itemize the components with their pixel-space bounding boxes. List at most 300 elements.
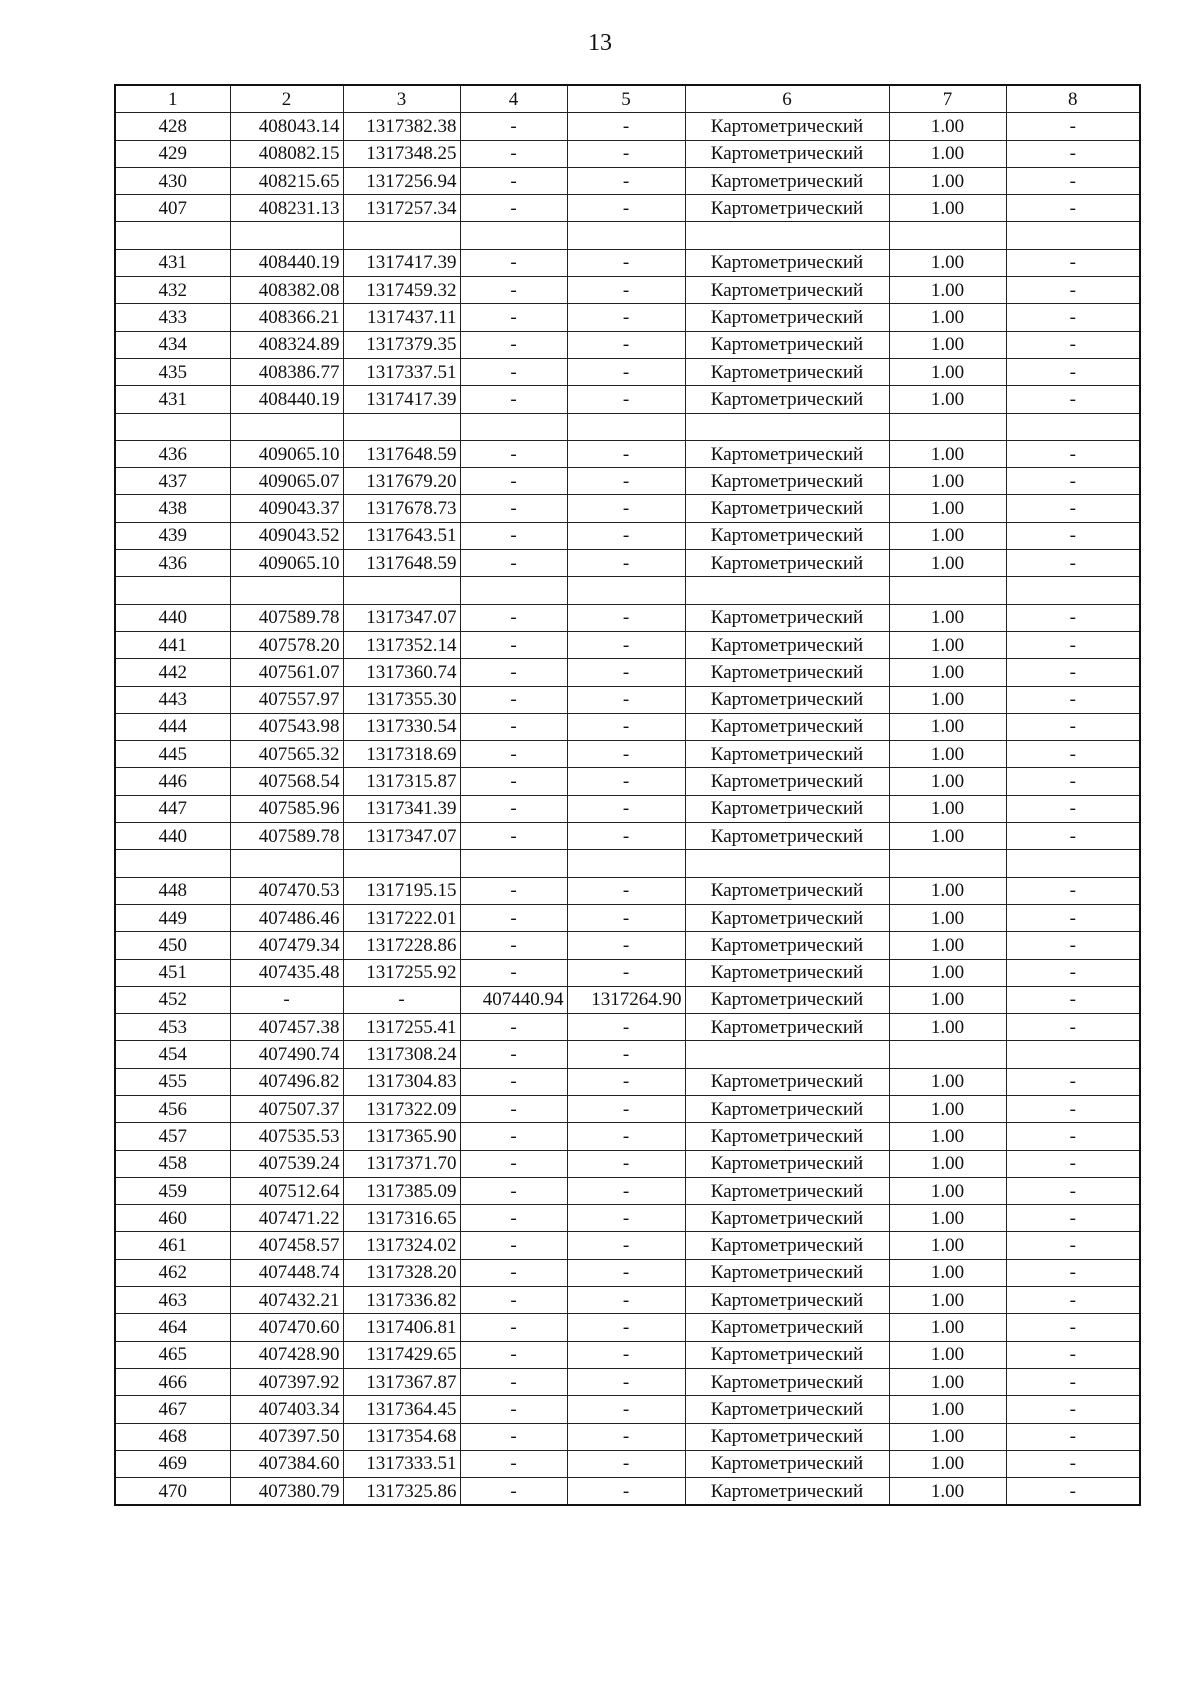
- table-cell: -: [567, 1314, 685, 1341]
- table-cell: Картометрический: [685, 1450, 889, 1477]
- table-cell: -: [567, 522, 685, 549]
- table-cell: 407565.32: [230, 741, 343, 768]
- table-cell: Картометрический: [685, 631, 889, 658]
- table-cell: [460, 413, 567, 440]
- table-cell: 441: [115, 631, 230, 658]
- table-cell: Картометрический: [685, 741, 889, 768]
- table-cell: 1.00: [889, 1232, 1006, 1259]
- table-cell: [567, 577, 685, 604]
- table-body: [115, 113, 1140, 1506]
- table-row: [115, 1014, 1140, 1041]
- table-cell: -: [567, 1205, 685, 1232]
- table-cell: 408386.77: [230, 358, 343, 385]
- table-cell: 470: [115, 1478, 230, 1506]
- table-cell: 432: [115, 277, 230, 304]
- table-cell: 409065.07: [230, 468, 343, 495]
- table-cell: -: [567, 440, 685, 467]
- table-cell: -: [1006, 468, 1140, 495]
- table-cell: [1006, 577, 1140, 604]
- table-cell: 409043.37: [230, 495, 343, 522]
- table-cell: 407457.38: [230, 1014, 343, 1041]
- table-cell: -: [460, 277, 567, 304]
- table-cell: -: [1006, 986, 1140, 1013]
- table-row: [115, 167, 1140, 194]
- table-cell: 438: [115, 495, 230, 522]
- table-cell: -: [567, 959, 685, 986]
- table-cell: -: [460, 659, 567, 686]
- table-cell: -: [567, 113, 685, 140]
- table-cell: Картометрический: [685, 986, 889, 1013]
- table-cell: 1317678.73: [343, 495, 460, 522]
- column-header: 3: [343, 85, 460, 113]
- table-cell: -: [567, 195, 685, 222]
- table-cell: -: [1006, 1450, 1140, 1477]
- table-cell: [567, 413, 685, 440]
- table-cell: 1.00: [889, 659, 1006, 686]
- table-cell: 407557.97: [230, 686, 343, 713]
- table-cell: 1.00: [889, 167, 1006, 194]
- table-cell: -: [567, 386, 685, 413]
- table-row: [115, 358, 1140, 385]
- table-cell: [115, 413, 230, 440]
- table-cell: -: [460, 1232, 567, 1259]
- table-cell: -: [460, 249, 567, 276]
- table-cell: [685, 850, 889, 877]
- table-cell: 1317643.51: [343, 522, 460, 549]
- table-cell: 1.00: [889, 522, 1006, 549]
- table-cell: 1317360.74: [343, 659, 460, 686]
- table-cell: 1.00: [889, 1014, 1006, 1041]
- table-cell: 1.00: [889, 440, 1006, 467]
- table-cell: 1317330.54: [343, 713, 460, 740]
- table-cell: Картометрический: [685, 440, 889, 467]
- table-cell: [685, 1041, 889, 1068]
- table-cell: 1.00: [889, 904, 1006, 931]
- table-cell: 1317228.86: [343, 932, 460, 959]
- table-cell: 1.00: [889, 1205, 1006, 1232]
- table-row: [115, 1205, 1140, 1232]
- table-cell: [230, 222, 343, 249]
- table-cell: -: [460, 1205, 567, 1232]
- table-cell: 1317315.87: [343, 768, 460, 795]
- table-cell: -: [460, 550, 567, 577]
- table-cell: Картометрический: [685, 1396, 889, 1423]
- table-cell: Картометрический: [685, 1259, 889, 1286]
- table-cell: -: [460, 113, 567, 140]
- table-cell: -: [1006, 604, 1140, 631]
- table-cell: -: [460, 932, 567, 959]
- table-cell: 1317371.70: [343, 1150, 460, 1177]
- table-cell: -: [1006, 550, 1140, 577]
- table-cell: -: [567, 1177, 685, 1204]
- table-cell: 1.00: [889, 741, 1006, 768]
- table-cell: -: [460, 1123, 567, 1150]
- table-cell: 407397.92: [230, 1368, 343, 1395]
- table-cell: 1317459.32: [343, 277, 460, 304]
- table-cell: -: [460, 1150, 567, 1177]
- table-cell: -: [460, 468, 567, 495]
- table-cell: -: [567, 631, 685, 658]
- table-cell: 469: [115, 1450, 230, 1477]
- table-cell: Картометрический: [685, 1205, 889, 1232]
- table-cell: 455: [115, 1068, 230, 1095]
- table-cell: Картометрический: [685, 331, 889, 358]
- table-row: [115, 440, 1140, 467]
- table-cell: 1317255.92: [343, 959, 460, 986]
- column-header: 2: [230, 85, 343, 113]
- table-cell: 436: [115, 550, 230, 577]
- table-cell: 429: [115, 140, 230, 167]
- table-cell: 1.00: [889, 1314, 1006, 1341]
- table-cell: 408440.19: [230, 249, 343, 276]
- table-cell: 408366.21: [230, 304, 343, 331]
- table-cell: Картометрический: [685, 304, 889, 331]
- table-cell: -: [567, 1259, 685, 1286]
- table-row: [115, 331, 1140, 358]
- table-cell: 440: [115, 604, 230, 631]
- table-cell: 408231.13: [230, 195, 343, 222]
- table-cell: 1317364.45: [343, 1396, 460, 1423]
- table-row: [115, 1095, 1140, 1122]
- table-cell: 407561.07: [230, 659, 343, 686]
- table-cell: 433: [115, 304, 230, 331]
- column-header: 1: [115, 85, 230, 113]
- table-cell: 1317328.20: [343, 1259, 460, 1286]
- table-row: [115, 795, 1140, 822]
- table-cell: [1006, 222, 1140, 249]
- table-cell: -: [460, 1177, 567, 1204]
- table-cell: 408382.08: [230, 277, 343, 304]
- table-row: [115, 386, 1140, 413]
- table-cell: 1.00: [889, 304, 1006, 331]
- table-cell: 1317354.68: [343, 1423, 460, 1450]
- table-cell: -: [1006, 713, 1140, 740]
- table-cell: 1.00: [889, 1259, 1006, 1286]
- table-row: [115, 877, 1140, 904]
- table-cell: -: [567, 358, 685, 385]
- table-cell: 407589.78: [230, 823, 343, 850]
- table-cell: 1.00: [889, 1150, 1006, 1177]
- table-cell: -: [460, 331, 567, 358]
- table-cell: 428: [115, 113, 230, 140]
- table-row: [115, 413, 1140, 440]
- table-cell: -: [460, 440, 567, 467]
- table-cell: 1.00: [889, 1478, 1006, 1506]
- table-row: [115, 1259, 1140, 1286]
- table-cell: 407380.79: [230, 1478, 343, 1506]
- table-cell: -: [1006, 167, 1140, 194]
- table-cell: Картометрический: [685, 249, 889, 276]
- table-cell: -: [460, 1423, 567, 1450]
- table-row: [115, 249, 1140, 276]
- table-cell: 407458.57: [230, 1232, 343, 1259]
- table-row: [115, 113, 1140, 140]
- table-cell: 1317324.02: [343, 1232, 460, 1259]
- table-cell: 407512.64: [230, 1177, 343, 1204]
- table-row: [115, 577, 1140, 604]
- table-cell: Картометрический: [685, 522, 889, 549]
- table-cell: 1317336.82: [343, 1287, 460, 1314]
- table-cell: -: [567, 1478, 685, 1506]
- table-cell: -: [567, 823, 685, 850]
- table-cell: 407585.96: [230, 795, 343, 822]
- table-cell: 408082.15: [230, 140, 343, 167]
- table-cell: 445: [115, 741, 230, 768]
- table-cell: -: [460, 823, 567, 850]
- table-cell: -: [1006, 1014, 1140, 1041]
- table-cell: -: [1006, 113, 1140, 140]
- table-cell: 407470.60: [230, 1314, 343, 1341]
- table-cell: Картометрический: [685, 386, 889, 413]
- table-cell: -: [1006, 959, 1140, 986]
- table-cell: 447: [115, 795, 230, 822]
- table-cell: 407486.46: [230, 904, 343, 931]
- table-row: [115, 304, 1140, 331]
- table-row: [115, 1232, 1140, 1259]
- table-cell: 1.00: [889, 468, 1006, 495]
- table-cell: -: [567, 604, 685, 631]
- table-cell: 1317385.09: [343, 1177, 460, 1204]
- table-cell: 407397.50: [230, 1423, 343, 1450]
- table-row: [115, 1177, 1140, 1204]
- table-cell: [685, 222, 889, 249]
- table-cell: -: [1006, 1095, 1140, 1122]
- table-cell: -: [1006, 1396, 1140, 1423]
- table-row: [115, 1041, 1140, 1068]
- table-cell: -: [460, 140, 567, 167]
- table-cell: 407470.53: [230, 877, 343, 904]
- table-row: [115, 1450, 1140, 1477]
- table-cell: 1317256.94: [343, 167, 460, 194]
- table-cell: [889, 1041, 1006, 1068]
- table-cell: 1.00: [889, 1396, 1006, 1423]
- table-cell: 1317347.07: [343, 823, 460, 850]
- table-cell: -: [567, 659, 685, 686]
- table-cell: Картометрический: [685, 1150, 889, 1177]
- table-cell: -: [460, 768, 567, 795]
- table-cell: 462: [115, 1259, 230, 1286]
- table-cell: -: [460, 386, 567, 413]
- table-cell: 457: [115, 1123, 230, 1150]
- table-cell: -: [460, 904, 567, 931]
- table-row: [115, 686, 1140, 713]
- table-cell: 434: [115, 331, 230, 358]
- table-cell: -: [460, 1095, 567, 1122]
- table-row: [115, 604, 1140, 631]
- table-cell: [460, 222, 567, 249]
- table-cell: 459: [115, 1177, 230, 1204]
- table-cell: -: [1006, 1123, 1140, 1150]
- table-cell: 1.00: [889, 604, 1006, 631]
- table-cell: -: [460, 713, 567, 740]
- table-cell: [343, 222, 460, 249]
- table-cell: 466: [115, 1368, 230, 1395]
- table-cell: 1.00: [889, 932, 1006, 959]
- table-cell: 1317347.07: [343, 604, 460, 631]
- table-cell: -: [1006, 277, 1140, 304]
- table-cell: -: [460, 522, 567, 549]
- table-cell: -: [567, 1423, 685, 1450]
- table-row: [115, 277, 1140, 304]
- table-cell: [1006, 850, 1140, 877]
- table-cell: 444: [115, 713, 230, 740]
- table-cell: -: [567, 249, 685, 276]
- table-cell: -: [1006, 823, 1140, 850]
- table-cell: 407578.20: [230, 631, 343, 658]
- table-cell: -: [1006, 741, 1140, 768]
- table-row: [115, 522, 1140, 549]
- table-cell: -: [567, 741, 685, 768]
- table-cell: 449: [115, 904, 230, 931]
- table-cell: 1317316.65: [343, 1205, 460, 1232]
- table-cell: Картометрический: [685, 904, 889, 931]
- table-cell: 409043.52: [230, 522, 343, 549]
- table-cell: 407471.22: [230, 1205, 343, 1232]
- table-cell: 1317318.69: [343, 741, 460, 768]
- table-cell: -: [567, 713, 685, 740]
- table-cell: Картометрический: [685, 468, 889, 495]
- table-cell: -: [460, 1014, 567, 1041]
- table-cell: [567, 222, 685, 249]
- table-cell: 407428.90: [230, 1341, 343, 1368]
- table-cell: Картометрический: [685, 550, 889, 577]
- table-cell: Картометрический: [685, 358, 889, 385]
- table-cell: 1.00: [889, 1368, 1006, 1395]
- table-row: [115, 932, 1140, 959]
- table-cell: Картометрический: [685, 495, 889, 522]
- table-cell: 1.00: [889, 877, 1006, 904]
- table-cell: -: [1006, 877, 1140, 904]
- table-cell: [115, 222, 230, 249]
- table-cell: 407440.94: [460, 986, 567, 1013]
- table-cell: 1.00: [889, 277, 1006, 304]
- table-cell: 440: [115, 823, 230, 850]
- table-cell: -: [1006, 686, 1140, 713]
- table-cell: 408440.19: [230, 386, 343, 413]
- table-cell: -: [1006, 1341, 1140, 1368]
- table-cell: -: [567, 1341, 685, 1368]
- table-cell: 1317429.65: [343, 1341, 460, 1368]
- table-cell: -: [1006, 932, 1140, 959]
- table-cell: [685, 413, 889, 440]
- table-cell: 1317325.86: [343, 1478, 460, 1506]
- table-row: [115, 768, 1140, 795]
- table-cell: -: [1006, 1259, 1140, 1286]
- table-cell: 1317308.24: [343, 1041, 460, 1068]
- table-cell: -: [460, 877, 567, 904]
- table-cell: -: [1006, 904, 1140, 931]
- header-row: [115, 85, 1140, 113]
- column-header: 7: [889, 85, 1006, 113]
- table-cell: 1.00: [889, 1068, 1006, 1095]
- table-cell: 1317195.15: [343, 877, 460, 904]
- table-cell: -: [1006, 659, 1140, 686]
- table-cell: -: [567, 1396, 685, 1423]
- table-cell: Картометрический: [685, 167, 889, 194]
- table-cell: Картометрический: [685, 768, 889, 795]
- table-cell: -: [567, 1287, 685, 1314]
- table-cell: -: [1006, 1478, 1140, 1506]
- table-cell: 458: [115, 1150, 230, 1177]
- table-cell: 407384.60: [230, 1450, 343, 1477]
- table-cell: 1.00: [889, 986, 1006, 1013]
- table-cell: [685, 577, 889, 604]
- table-cell: 1317352.14: [343, 631, 460, 658]
- table-cell: -: [1006, 1177, 1140, 1204]
- table-row: [115, 140, 1140, 167]
- table-cell: -: [460, 686, 567, 713]
- table-cell: -: [460, 1341, 567, 1368]
- page-number: 13: [588, 30, 612, 56]
- table-cell: -: [460, 1478, 567, 1506]
- table-cell: 435: [115, 358, 230, 385]
- table-cell: 1.00: [889, 1423, 1006, 1450]
- table-row: [115, 986, 1140, 1013]
- column-header: 4: [460, 85, 567, 113]
- table-cell: -: [1006, 195, 1140, 222]
- table-cell: [230, 850, 343, 877]
- table-row: [115, 1287, 1140, 1314]
- table-row: [115, 959, 1140, 986]
- table-cell: [343, 413, 460, 440]
- table-cell: 464: [115, 1314, 230, 1341]
- table-cell: Картометрический: [685, 1341, 889, 1368]
- table-cell: 1.00: [889, 1123, 1006, 1150]
- table-row: [115, 1341, 1140, 1368]
- table-cell: 439: [115, 522, 230, 549]
- table-cell: -: [460, 495, 567, 522]
- table-cell: 407589.78: [230, 604, 343, 631]
- table-cell: 1.00: [889, 1341, 1006, 1368]
- table-cell: 1.00: [889, 386, 1006, 413]
- table-row: [115, 1478, 1140, 1506]
- table-cell: [1006, 1041, 1140, 1068]
- table-row: [115, 631, 1140, 658]
- table-cell: 465: [115, 1341, 230, 1368]
- table-row: [115, 823, 1140, 850]
- table-cell: Картометрический: [685, 1314, 889, 1341]
- column-header: 8: [1006, 85, 1140, 113]
- table-cell: Картометрический: [685, 1068, 889, 1095]
- table-cell: [460, 850, 567, 877]
- table-cell: [115, 850, 230, 877]
- table-cell: Картометрический: [685, 795, 889, 822]
- table-cell: [230, 577, 343, 604]
- table-cell: 407507.37: [230, 1095, 343, 1122]
- table-cell: -: [1006, 795, 1140, 822]
- table-row: [115, 1396, 1140, 1423]
- table-cell: -: [460, 1041, 567, 1068]
- table-cell: [889, 222, 1006, 249]
- table-cell: 1.00: [889, 358, 1006, 385]
- table-cell: Картометрический: [685, 277, 889, 304]
- table-cell: 1.00: [889, 768, 1006, 795]
- table-cell: [567, 850, 685, 877]
- table-cell: 1.00: [889, 823, 1006, 850]
- table-cell: 1.00: [889, 140, 1006, 167]
- table-cell: 1.00: [889, 795, 1006, 822]
- table-cell: -: [1006, 304, 1140, 331]
- table-cell: -: [1006, 1205, 1140, 1232]
- table-cell: -: [1006, 522, 1140, 549]
- table-cell: 452: [115, 986, 230, 1013]
- table-cell: 409065.10: [230, 440, 343, 467]
- table-cell: -: [567, 1095, 685, 1122]
- table-cell: [115, 577, 230, 604]
- table-row: [115, 495, 1140, 522]
- table-cell: -: [460, 1396, 567, 1423]
- table-cell: 1317255.41: [343, 1014, 460, 1041]
